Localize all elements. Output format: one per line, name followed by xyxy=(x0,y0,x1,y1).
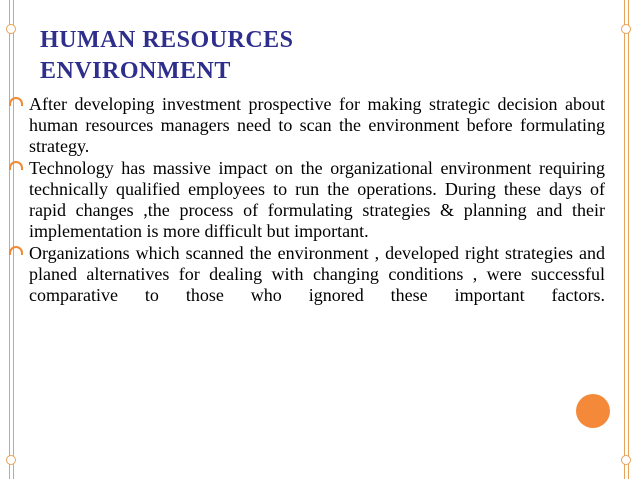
bullet-item xyxy=(7,158,605,242)
bullet-item xyxy=(7,94,605,157)
orange-circle-decoration xyxy=(576,394,610,428)
bullet-item xyxy=(7,243,605,306)
arc-bullet-icon xyxy=(9,97,23,106)
bullet-list xyxy=(7,94,605,307)
right-border-line-inner xyxy=(624,0,625,479)
right-border-line-outer xyxy=(628,0,629,479)
title-line-1: HUMAN RESOURCES xyxy=(40,27,294,53)
top-right-ring-decoration xyxy=(621,24,631,34)
slide-title xyxy=(40,25,294,87)
top-left-ring-decoration xyxy=(6,24,16,34)
bottom-right-ring-decoration xyxy=(621,455,631,465)
arc-bullet-icon xyxy=(9,246,23,255)
bullet-text: After developing investment prospective for making strategic decision about human resources managers need to scan the environment before formulating strategy. xyxy=(29,94,605,156)
arc-bullet-icon xyxy=(9,161,23,170)
bullet-text: Organizations which scanned the environment , developed right strategies and planed alternatives for dealing with changing conditions , were successful comparative to those who ignored these important factors. xyxy=(29,243,605,305)
bullet-text: Technology has massive impact on the organizational environment requiring technically qualified employees to run the operations. During these days of rapid changes ,the process of formulating strategies & planning and their implementation is more difficult but important. xyxy=(29,158,605,241)
title-line-2: ENVIRONMENT xyxy=(40,58,231,84)
bottom-left-ring-decoration xyxy=(6,455,16,465)
